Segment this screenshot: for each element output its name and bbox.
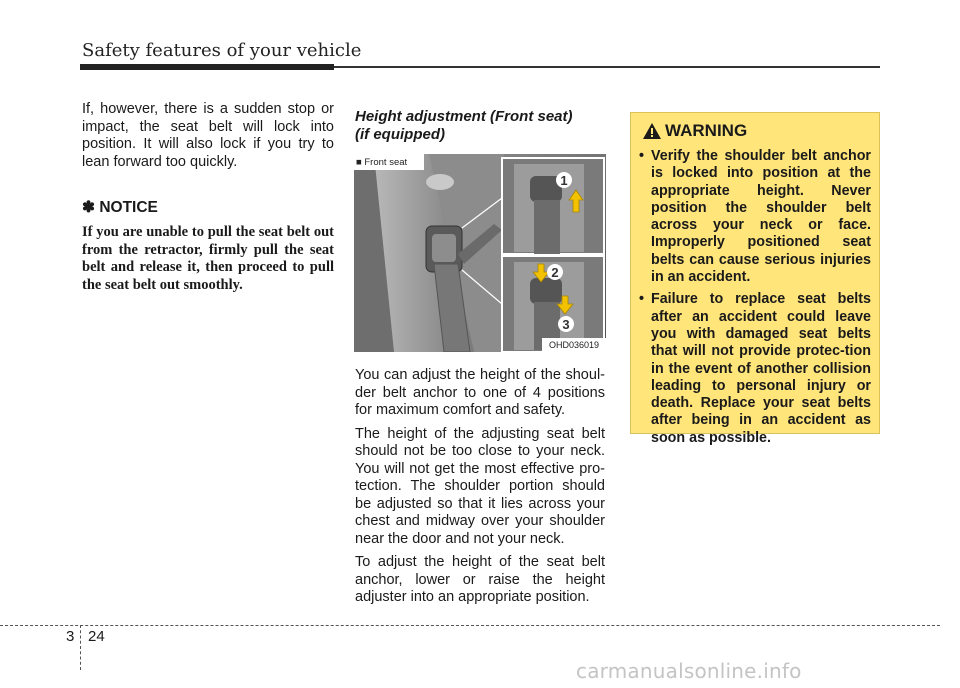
section-heading-line2: (if equipped) <box>355 126 445 143</box>
paragraph: You can adjust the height of the shoul-der belt anchor to one of 4 positions for maximum comfort and safety. <box>355 367 605 418</box>
header-rule-accent <box>80 64 334 70</box>
chapter-number: 3 <box>66 628 75 645</box>
bullet-icon: • <box>639 148 645 164</box>
watermark: carmanualsonline.info <box>576 659 802 683</box>
warning-item-text: Failure to replace seat belts after an accident could leave you with damaged seat belts that will not provide protec-tion in the event of another collision leading to personal injury or death. Replace your seat belts after being in an accident as soon as possible. <box>651 291 871 446</box>
seat-belt-figure <box>354 154 606 352</box>
figure-caption: ■ Front seat <box>356 157 408 168</box>
figure-label-3: 3 <box>562 317 570 332</box>
warning-triangle-icon <box>643 123 661 139</box>
section-heading-line1: Height adjustment (Front seat) <box>355 108 573 125</box>
warning-list <box>639 148 871 452</box>
bullet-icon: • <box>639 291 645 308</box>
warning-box <box>630 112 880 446</box>
footer-divider <box>0 625 940 626</box>
notice-body: If you are unable to pull the seat belt out from the retractor, firmly pull the seat belt and release it, then proceed to pull the seat belt out smoothly. <box>82 224 334 293</box>
footer-vertical-divider <box>80 625 81 670</box>
notice-heading <box>82 198 158 217</box>
height-adjust-text <box>355 367 605 613</box>
seat-belt-illustration <box>354 154 606 352</box>
intro-paragraph: If, however, there is a sudden stop or impact, the seat belt will lock into position. It will also lock if you try to lean forward too quickly. <box>82 101 334 170</box>
section-heading <box>355 108 605 144</box>
paragraph: The height of the adjusting seat belt should not be too close to your neck. You will not get the most effective pro-tection. The shoulder portion should be adjusted so that it lies across your chest and midway over your shoulder near the door and not your neck. <box>355 425 605 547</box>
figure-label-2: 2 <box>551 265 559 280</box>
page-number: 24 <box>88 628 105 645</box>
warning-item <box>639 291 871 447</box>
paragraph: To adjust the height of the seat belt anchor, lower or raise the height adjuster into an appropriate position. <box>355 554 605 605</box>
warning-item-text: Verify the shoulder belt anchor is locked into position at the appropriate height. Never position the shoulder belt across your neck or face. Improperly positioned seat belts can cause serious injuries in an accident. <box>651 148 871 286</box>
notice-title: NOTICE <box>99 199 158 216</box>
page-header-title: Safety features of your vehicle <box>82 40 362 61</box>
figure-code: OHD036019 <box>548 340 600 350</box>
notice-icon: ✽ <box>82 199 95 216</box>
warning-title: WARNING <box>665 121 748 140</box>
warning-item <box>639 148 871 286</box>
figure-label-1: 1 <box>560 173 568 188</box>
